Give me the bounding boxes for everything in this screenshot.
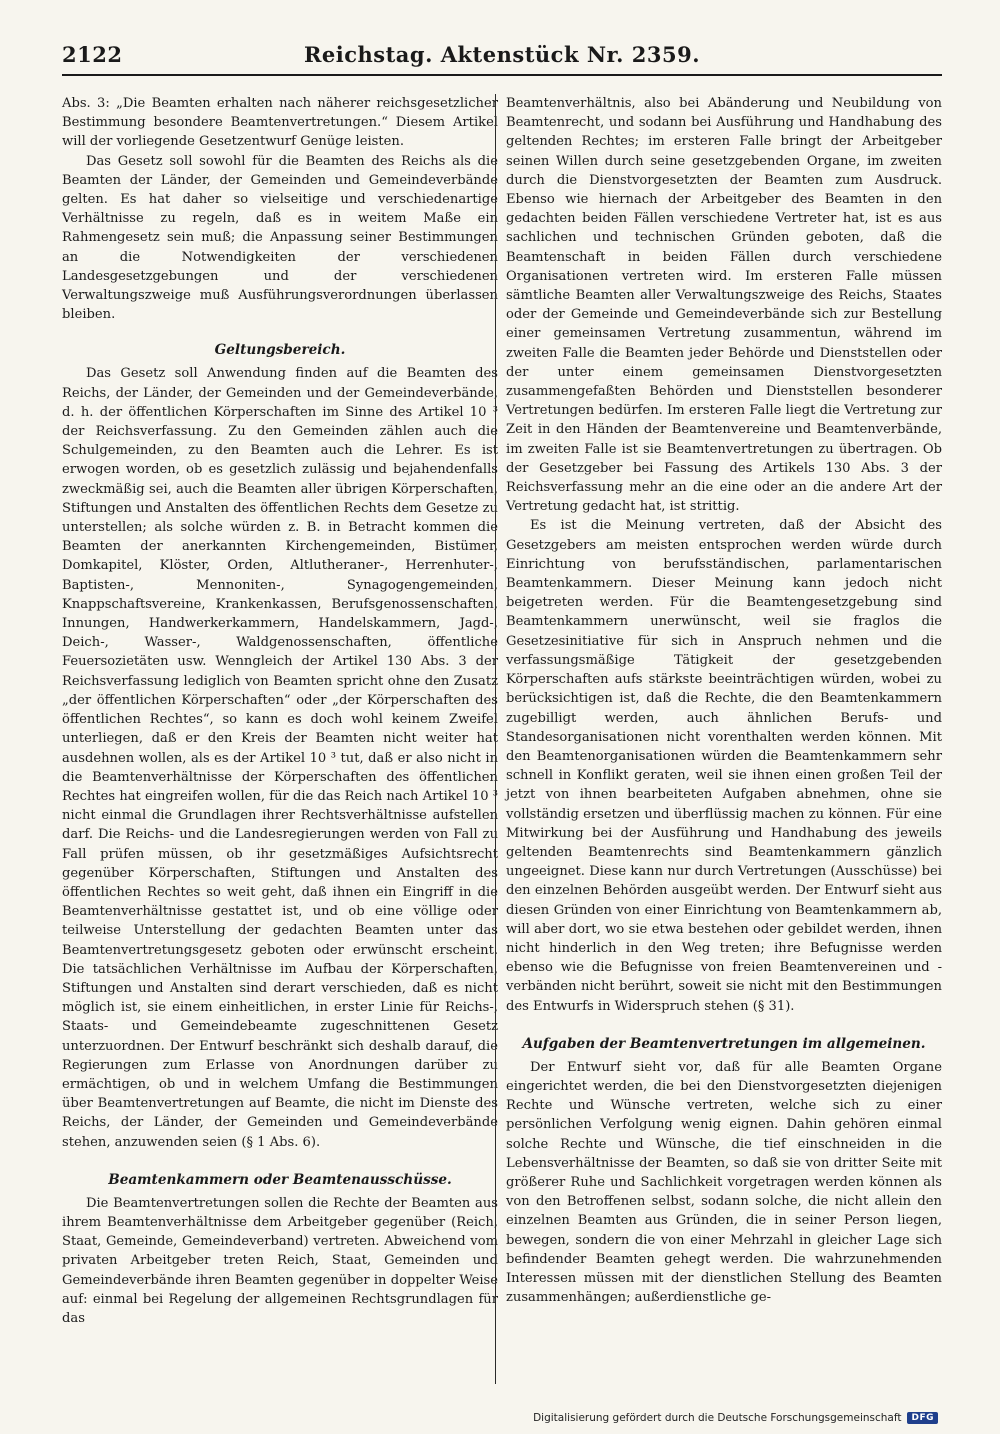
credit-text: Digitalisierung gefördert durch die Deutsche Forschungsgemeinschaft bbox=[533, 1412, 902, 1424]
page-number: 2122 bbox=[62, 42, 123, 67]
section-heading: Aufgaben der Beamtenvertretungen im allgemeinen. bbox=[522, 1035, 926, 1052]
paragraph: Der Entwurf sieht vor, daß für alle Beamten Organe eingerichtet werden, die bei den Dienstvorgesetzten diejenigen Rechte und Wünsche vertreten, welche sich zu einer persönlichen Verfolgung wenig eignen. Dahin gehören einmal solche Rechte und Wünsche, die tief einschneiden in die Lebensverhältnisse der Beamten, so daß sie von dritter Seite mit größerer Ruhe und Sachlichkeit vorgetragen werden können als von den Betroffenen selbst, sodann solche, die nicht allein den einzelnen Beamten aus Gründen, die in seiner Person liegen, bewegen, sondern die von einer Mehrzahl in gleicher Lage sich befindender Beamten gehegt werden. Die wahrzunehmenden Interessen müssen mit der dienstlichen Stellung des Beamten zusammenhängen; außerdienstliche ge- bbox=[506, 1059, 942, 1306]
right-column bbox=[506, 94, 942, 1307]
header-rule bbox=[62, 74, 942, 76]
paragraph: Beamtenverhältnis, also bei Abänderung und Neubildung von Beamtenrecht, und sodann bei Ausführung und Handhabung des geltenden Rechtes; im ersteren Falle bringt der Arbeitgeber seinen Willen durch seine gesetzgebenden Organe, im zweiten durch die Dienstvorgesetzten der Beamten zum Ausdruck. Ebenso wie hiernach der Arbeitgeber des Beamten in den gedachten beiden Fällen verschiedene Vertreter hat, ist es aus sachlichen und technischen Gründen geboten, daß die Beamtenschaft in beiden Fällen durch verschiedene Organisationen vertreten wird. Im ersteren Falle müssen sämtliche Beamten aller Verwaltungszweige des Reichs, Staates oder der Gemeinde und Gemeindeverbände sich zur Bestellung einer gemeinsamen Vertretung zusammentun, während im zweiten Falle die Beamten jeder Behörde und Dienststellen oder der unter einem gemeinsamen Dienstvorgesetzten zusammengefaßten Behörden und Dienststellen besonderer Vertretungen bedürfen. Im ersteren Falle liegt die Vertretung zur Zeit in den Händen der Beamtenvereine und Beamtenverbände, im zweiten Falle ist sie Beamtenvertretungen zu übertragen. Ob der Gesetzgeber bei Fassung des Artikels 130 Abs. 3 der Reichsverfassung mehr an die eine oder an die andere Art der Vertretung gedacht hat, ist strittig. bbox=[506, 96, 942, 515]
paragraph: Das Gesetz soll Anwendung finden auf die Beamten des Reichs, der Länder, der Gemeinden und der Gemeindeverbände, d. h. der öffentlichen Körperschaften im Sinne des Artikel 10 ³ der Reichsverfassung. Zu den Gemeinden zählen auch die Schulgemeinden, zu den Beamten auch die Lehrer. Es ist erwogen worden, ob es gesetzlich zulässig und bejahendenfalls zweckmäßig sei, auch die Beamten aller übrigen Körperschaften, Stiftungen und Anstalten des öffentlichen Rechts dem Gesetze zu unterstellen; als solche würden z. B. in Betracht kommen die Beamten der anerkannten Kirchengemeinden, Bistümer, Domkapitel, Klöster, Orden, Altlutheraner-, Herrenhuter-, Baptisten-, Mennoniten-, Synagogengemeinden, Knappschaftsvereine, Krankenkassen, Berufsgenossenschaften, Innungen, Handwerkerkammern, Handelskammern, Jagd-, Deich-, Wasser-, Waldgenossenschaften, öffentliche Feuersozietäten usw. Wenngleich der Artikel 130 Abs. 3 der Reichsverfassung lediglich von Beamten spricht ohne den Zusatz „der öffentlichen Körperschaften“ oder „der Körperschaften des öffentlichen Rechtes“, so kann es doch wohl keinem Zweifel unterliegen, daß er den Kreis der Beamten nicht weiter hat ausdehnen wollen, als es der Artikel 10 ³ tut, daß er also nicht in die Beamtenverhältnisse der Körperschaften des öffentlichen Rechtes hat eingreifen wollen, für die das Reich nach Artikel 10 ³ nicht einmal die Grundlagen ihrer Rechtsverhältnisse aufstellen darf. Die Reichs- und die Landesregierungen werden von Fall zu Fall prüfen müssen, ob ihr gesetzmäßiges Aufsichtsrecht gegenüber Körperschaften, Stiftungen und Anstalten des öffentlichen Rechtes so weit geht, daß ihnen ein Eingriff in die Beamtenverhältnisse gestattet ist, und ob eine völlige oder teilweise Unterstellung der gedachten Beamten unter das Beamtenvertretungsgesetz geboten oder erwünscht erscheint. Die tatsächlichen Verhältnisse im Aufbau der Körperschaften, Stiftungen und Anstalten sind derart verschieden, daß es nicht möglich ist, sie einem einheitlichen, in erster Linie für Reichs-, Staats- und Gemeindebeamte zugeschnittenen Gesetz unterzuordnen. Der Entwurf beschränkt sich deshalb darauf, die Regierungen zum Erlasse von Anordnungen darüber zu ermächtigen, ob und in welchem Umfang die Bestimmungen über Beamtenvertretungen auf Beamte, die nicht im Dienste des Reichs, der Länder, der Gemeinden und Gemeindeverbände stehen, anzuwenden seien (§ 1 Abs. 6). bbox=[62, 366, 498, 1150]
digitization-credit bbox=[533, 1412, 938, 1424]
paragraph: Die Beamtenvertretungen sollen die Rechte der Beamten aus ihrem Beamtenverhältnisse dem Arbeitgeber gegenüber (Reich, Staat, Gemeinde, Gemeindeverband) vertreten. Abweichend vom privaten Arbeitgeber treten Reich, Staat, Gemeinden und Gemeindeverbände ihren Beamten gegenüber in doppelter Weise auf: einmal bei Regelung der allgemeinen Rechtsgrundlagen für das bbox=[62, 1195, 498, 1326]
left-column bbox=[62, 94, 498, 1328]
section-heading: Geltungsbereich. bbox=[214, 342, 346, 359]
paragraph: Das Gesetz soll sowohl für die Beamten des Reichs als die Beamten der Länder, der Gemeinden und Gemeindeverbände gelten. Es hat daher so vielseitige und verschiedenartige Verhältnisse zu regeln, daß es in weitem Maße ein Rahmengesetz sein muß; die Anpassung seiner Bestimmungen an die Notwendigkeiten der verschiedenen Landesgesetzgebungen und der verschiedenen Verwaltungszweige muß Ausführungsverordnungen überlassen bleiben. bbox=[62, 153, 498, 323]
paragraph: Abs. 3: „Die Beamten erhalten nach näherer reichsgesetzlicher Bestimmung besondere Beamtenvertretungen.“ Diesem Artikel will der vorliegende Gesetzentwurf Genüge leisten. bbox=[62, 96, 498, 150]
dfg-logo: DFG bbox=[907, 1412, 938, 1424]
running-title: Reichstag. Aktenstück Nr. 2359. bbox=[303, 42, 701, 67]
section-heading: Beamtenkammern oder Beamtenausschüsse. bbox=[108, 1171, 452, 1188]
column-divider bbox=[495, 94, 496, 1384]
paragraph: Es ist die Meinung vertreten, daß der Absicht des Gesetzgebers am meisten entsprochen werden würde durch Einrichtung von berufsständischen, parlamentarischen Beamtenkammern. Dieser Meinung kann jedoch nicht beigetreten werden. Für die Beamtengesetzgebung sind Beamtenkammern unerwünscht, weil sie fraglos die Gesetzesinitiative für sich in Anspruch nehmen und die verfassungsmäßige Tätigkeit der gesetzgebenden Körperschaften aufs stärkste beeinträchtigen würden, wobei zu berücksichtigen ist, daß die Rechte, die den Beamtenkammern zugebilligt werden, auch ähnlichen Berufs- und Standesorganisationen nicht vorenthalten werden können. Mit den Beamtenorganisationen würden die Beamtenkammern sehr schnell in Konflikt geraten, weil sie ihnen einen großen Teil der jetzt von ihnen bearbeiteten Aufgaben abnehmen, ohne sie vollständig ersetzen und überflüssig machen zu können. Für eine Mitwirkung bei der Ausführung und Handhabung des jeweils geltenden Beamtenrechts sind Beamtenkammern gänzlich ungeeignet. Diese kann nur durch Vertretungen (Ausschüsse) bei den einzelnen Behörden ausgeübt werden. Der Entwurf sieht aus diesen Gründen von einer Einrichtung von Beamtenkammern ab, will aber dort, wo sie etwa bestehen oder gebildet werden, ihnen nicht hinderlich in den Weg treten; ihre Befugnisse werden ebenso wie die Befugnisse von freien Beamtenvereinen und -verbänden nicht berührt, soweit sie nicht mit den Bestimmungen des Entwurfs in Widerspruch stehen (§ 31). bbox=[506, 518, 942, 1014]
page-header bbox=[62, 42, 942, 70]
